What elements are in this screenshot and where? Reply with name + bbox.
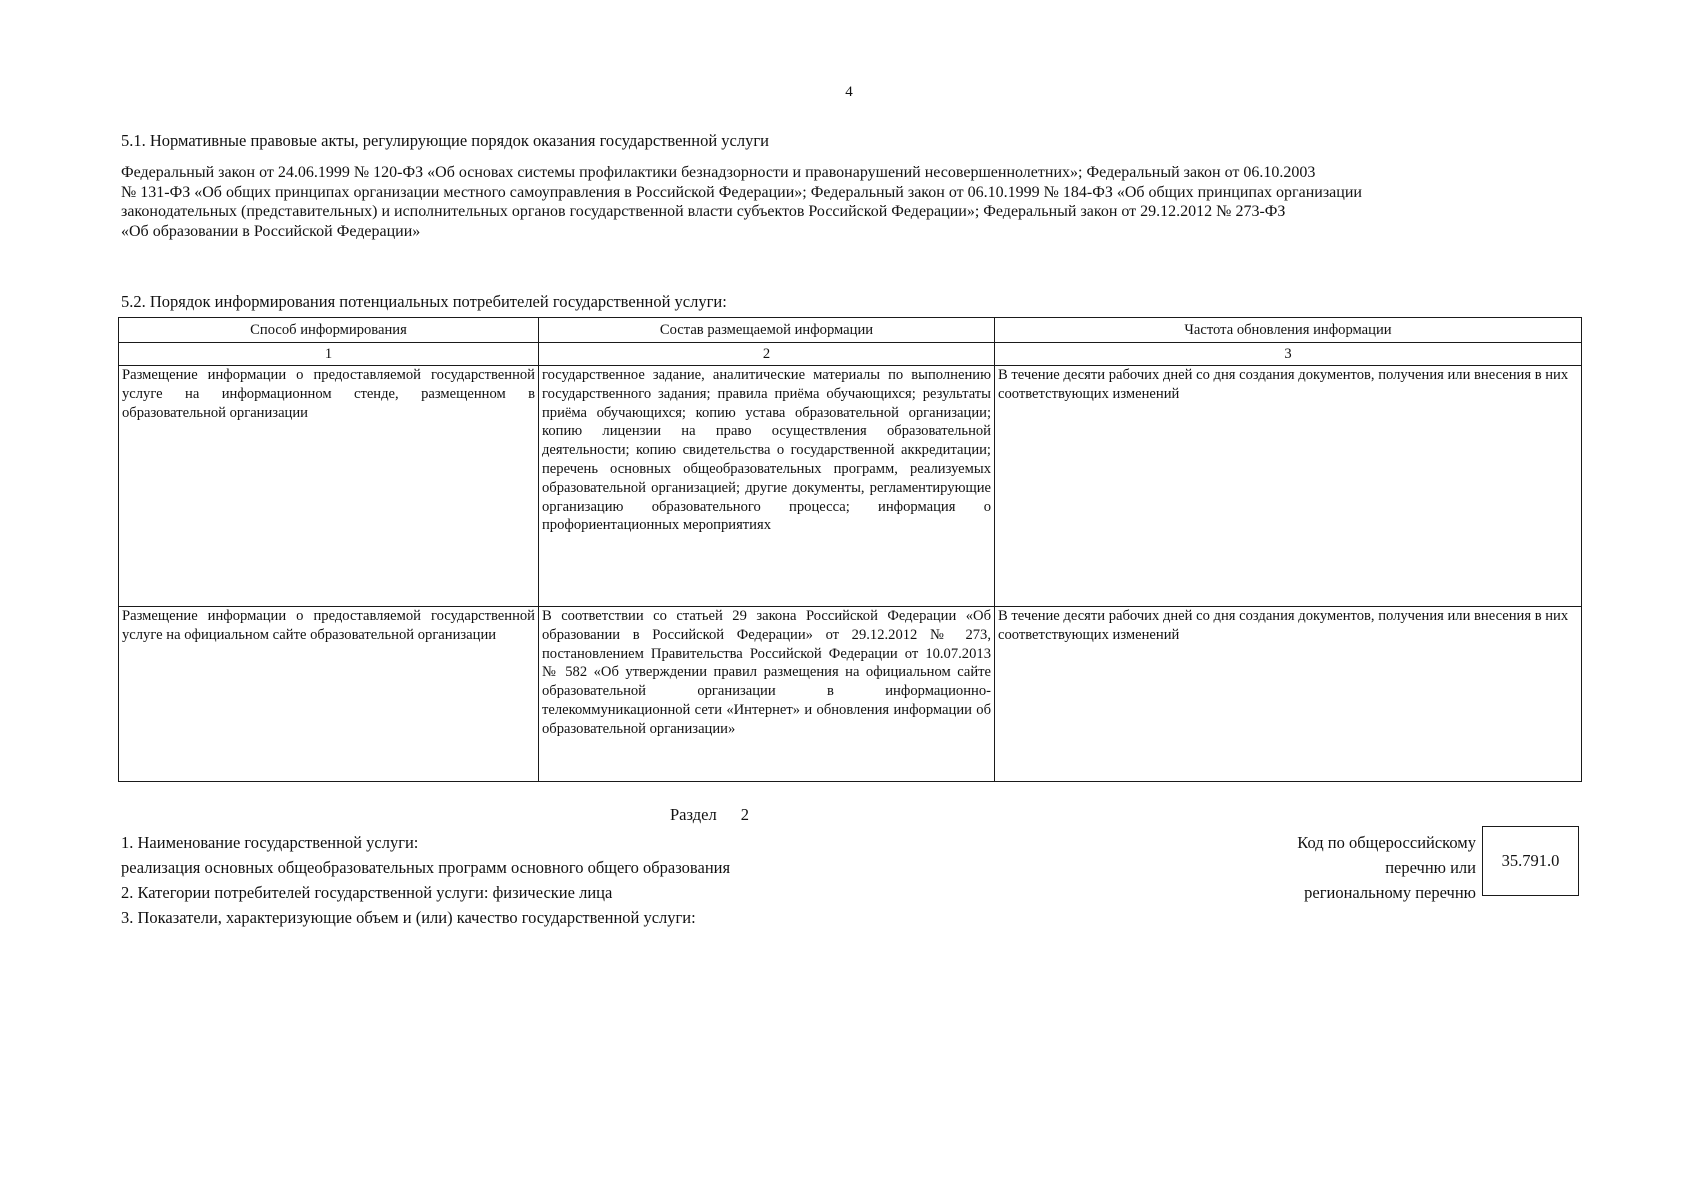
section-label: Раздел: [670, 805, 717, 824]
column-number: 1: [119, 343, 539, 366]
service-name-label: 1. Наименование государственной услуги:: [121, 833, 419, 852]
registry-code-value: 35.791.0: [1501, 851, 1560, 870]
legal-acts-text: [121, 163, 1561, 241]
header-frequency: Частота обновления информации: [995, 318, 1582, 343]
informing-table: [118, 317, 1582, 782]
frequency-cell: В течение десяти рабочих дней со дня создания документов, получения или внесения в них соответствующих изменений: [995, 607, 1582, 782]
table-header-row: [119, 318, 1582, 343]
column-number: 3: [995, 343, 1582, 366]
column-number-row: [119, 343, 1582, 366]
section-title: [670, 805, 749, 825]
section-number: 2: [740, 805, 749, 824]
registry-code-box: [1482, 826, 1579, 896]
legal-acts-line: № 131-ФЗ «Об общих принципах организации местного самоуправления в Российской Федерации»; Федеральный закон от 06.10.1999 № 184-ФЗ «Об общих принципах организации: [121, 183, 1362, 201]
content-cell: государственное задание, аналитические материалы по выполнению государственного задания; правила приёма обучающихся; результаты приёма обучающихся; копию устава образовательной организации; копию лицензии на право осуществления образовательной деятельности; копию свидетельства о государственной аккредитации; перечень основных общеобразовательных программ, реализуемых образовательной организацией; другие документы, регламентирующие организацию образовательного процесса; информация о профориентационных мероприятиях: [539, 366, 995, 607]
consumer-categories: 2. Категории потребителей государственной услуги: физические лица: [121, 883, 613, 902]
content-cell: В соответствии со статьей 29 закона Российской Федерации «Об образовании в Российской Федерации» от 29.12.2012 № 273, постановлением Правительства Российской Федерации от 10.07.2013 № 582 «Об утверждении правил размещения на официальном сайте образовательной организации в информационно-телекоммуникационной сети «Интернет» и обновления информации об образовательной организации»: [539, 607, 995, 782]
code-label-line: перечню или: [1385, 858, 1476, 877]
legal-acts-line: «Об образовании в Российской Федерации»: [121, 222, 421, 240]
frequency-cell: В течение десяти рабочих дней со дня создания документов, получения или внесения в них соответствующих изменений: [995, 366, 1582, 607]
section-5-2-heading: 5.2. Порядок информирования потенциальных потребителей государственной услуги:: [121, 292, 727, 311]
header-method: Способ информирования: [119, 318, 539, 343]
method-cell: Размещение информации о предоставляемой государственной услуге на официальном сайте образовательной организации: [119, 607, 539, 782]
code-label-line: региональному перечню: [1304, 883, 1476, 902]
code-label-line: Код по общероссийскому: [1297, 833, 1476, 852]
column-number: 2: [539, 343, 995, 366]
page-number: 4: [845, 84, 853, 100]
legal-acts-line: Федеральный закон от 24.06.1999 № 120-ФЗ «Об основах системы профилактики безнадзорности и правонарушений несовершеннолетних»; Федеральный закон от 06.10.2003: [121, 164, 1316, 181]
quality-indicators-heading: 3. Показатели, характеризующие объем и (или) качество государственной услуги:: [121, 908, 696, 927]
header-content: Состав размещаемой информации: [539, 318, 995, 343]
method-cell: Размещение информации о предоставляемой государственной услуге на информационном стенде, размещенном в образовательной организации: [119, 366, 539, 607]
section-5-1-heading: 5.1. Нормативные правовые акты, регулирующие порядок оказания государственной услуги: [121, 131, 769, 150]
table-row: [119, 366, 1582, 607]
legal-acts-line: законодательных (представительных) и исполнительных органов государственной власти субъектов Российской Федерации»; Федеральный закон от 29.12.2012 № 273-ФЗ: [121, 203, 1286, 220]
service-name: реализация основных общеобразовательных программ основного общего образования: [121, 858, 731, 877]
table-row: [119, 607, 1582, 782]
